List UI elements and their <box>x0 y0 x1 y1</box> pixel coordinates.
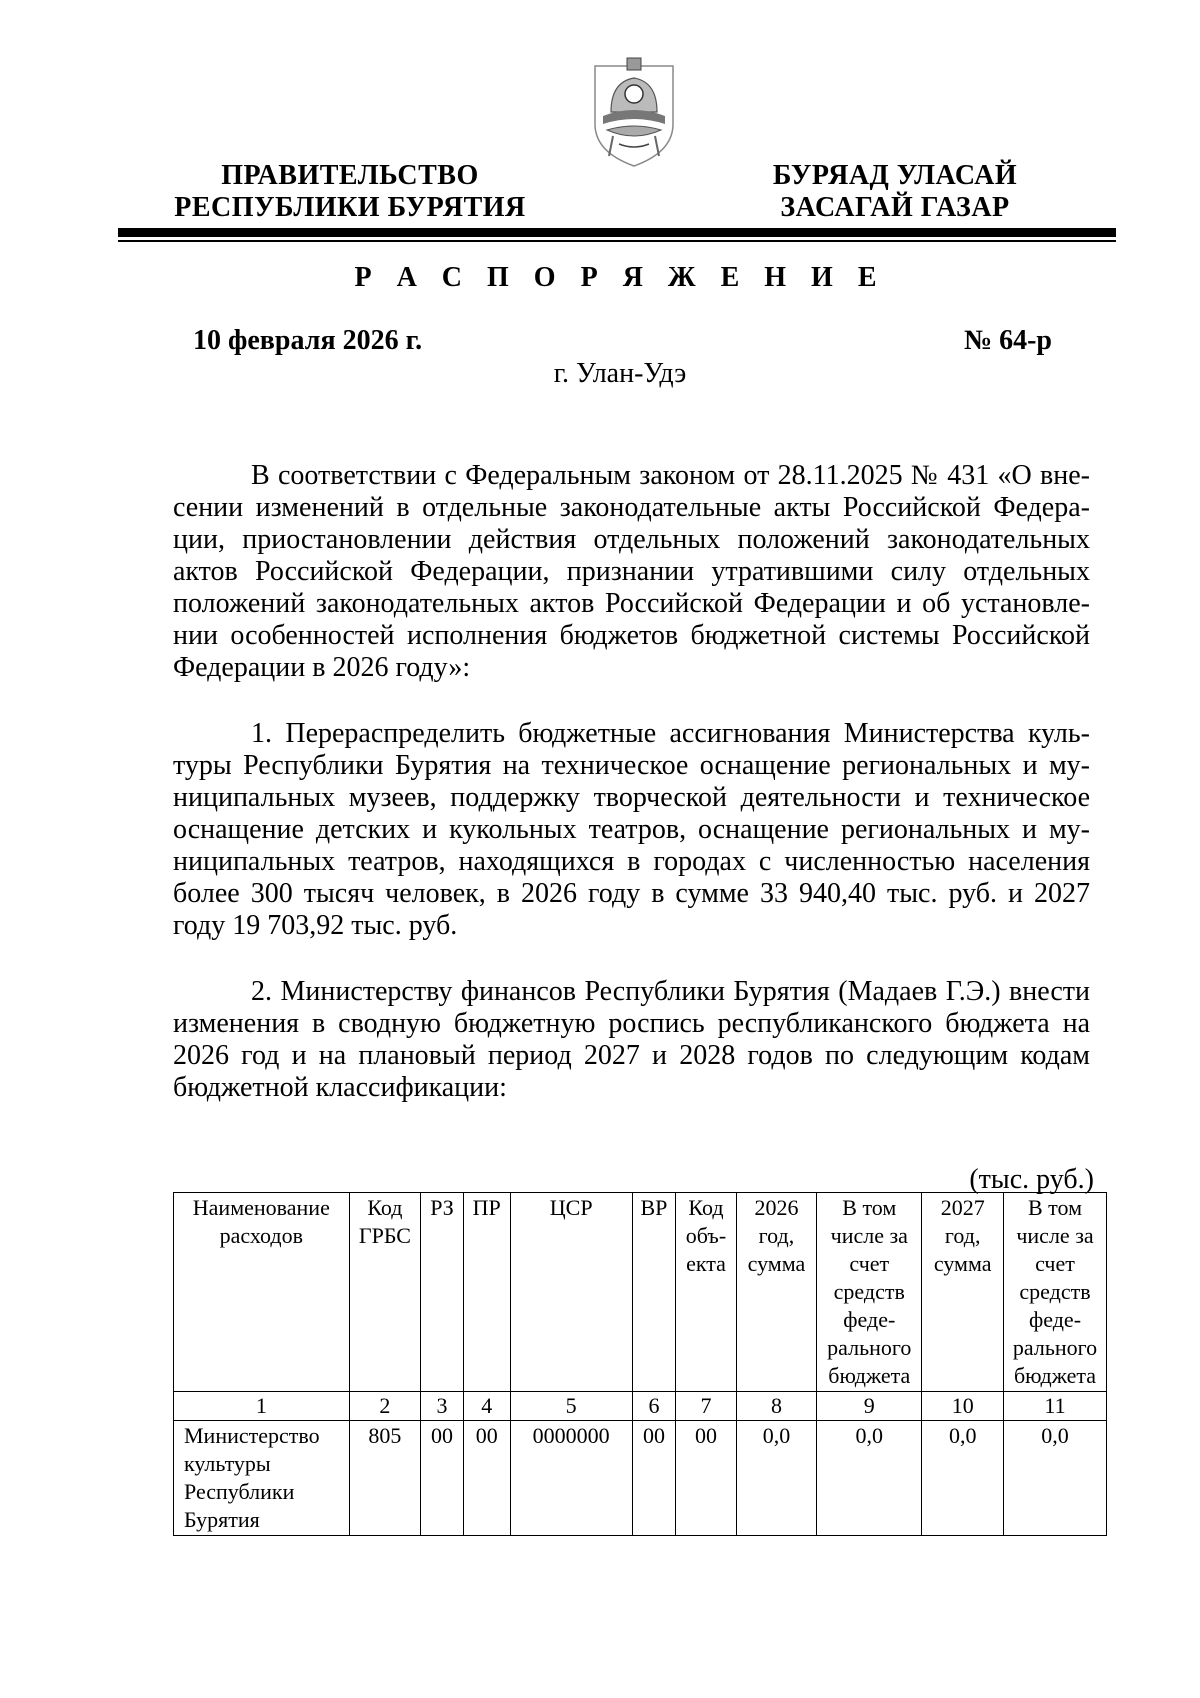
col-header-2027-federal: В том числе за счет средств федерального бюджета <box>1004 1193 1107 1392</box>
header-divider-thin <box>118 240 1116 242</box>
government-name-line1: ПРАВИТЕЛЬСТВО <box>221 160 479 191</box>
row-pr-code: 00 <box>463 1421 510 1536</box>
header-divider-thick <box>118 228 1116 237</box>
row-2027-federal: 0,0 <box>1004 1421 1107 1536</box>
table-row <box>174 1421 1107 1536</box>
col-header-2027-sum: 2027 год, сумма <box>922 1193 1004 1392</box>
document-number: № 64-р <box>963 325 1052 356</box>
document-city: г. Улан-Удэ <box>553 358 687 389</box>
row-2026-federal: 0,0 <box>817 1421 922 1536</box>
row-vr-code: 00 <box>632 1421 676 1536</box>
row-grbs-code: 805 <box>349 1421 421 1536</box>
col-header-rz: РЗ <box>421 1193 464 1392</box>
preamble-paragraph: В соответствии с Федеральным законом от 28.11.2025 № 431 «О внесении изменений в отдельные законодательные акты Российской Федерации, приостановлении действия отдельных положений законодательных актов Российской Федерации, признании утратившими силу отдельных положений законодательных актов Российской Федерации и об установлении особенностей исполнения бюджетов бюджетной системы Российской Федерации в 2026 году»: <box>173 460 1090 683</box>
col-header-csr: ЦСР <box>510 1193 632 1392</box>
row-expense-name: Министерство культуры Республики Бурятия <box>174 1421 350 1536</box>
government-name-line2: РЕСПУБЛИКИ БУРЯТИЯ <box>174 192 526 223</box>
government-name-buryat <box>730 160 1060 224</box>
column-number: 3 <box>421 1392 464 1421</box>
col-header-vr: ВР <box>632 1193 676 1392</box>
row-2027-sum: 0,0 <box>922 1421 1004 1536</box>
budget-classification-table <box>173 1192 1107 1536</box>
col-header-object-code: Код объекта <box>676 1193 736 1392</box>
column-number: 8 <box>736 1392 817 1421</box>
col-header-2026-sum: 2026 год, сумма <box>736 1193 817 1392</box>
table-unit-label: (тыс. руб.) <box>969 1164 1094 1195</box>
column-number: 5 <box>510 1392 632 1421</box>
row-object-code: 00 <box>676 1421 736 1536</box>
column-number: 10 <box>922 1392 1004 1421</box>
column-number: 2 <box>349 1392 421 1421</box>
col-header-2026-federal: В том числе за счет средств федерального бюджета <box>817 1193 922 1392</box>
row-csr-code: 0000000 <box>510 1421 632 1536</box>
item-2-paragraph: 2. Министерству финансов Республики Бурятия (Мадаев Г.Э.) внести изменения в сводную бюджетную роспись республиканского бюджета на 2026 год и на плановый период 2027 и 2028 годов по следующим кодам бюджетной классификации: <box>173 976 1090 1103</box>
column-number: 6 <box>632 1392 676 1421</box>
government-name-russian <box>160 160 540 224</box>
column-number: 4 <box>463 1392 510 1421</box>
column-number: 1 <box>174 1392 350 1421</box>
column-number: 11 <box>1004 1392 1107 1421</box>
col-header-pr: ПР <box>463 1193 510 1392</box>
column-numbers-row <box>174 1392 1107 1421</box>
row-2026-sum: 0,0 <box>736 1421 817 1536</box>
column-number: 7 <box>676 1392 736 1421</box>
column-number: 9 <box>817 1392 922 1421</box>
government-name-buryat-line1: БУРЯАД УЛАСАЙ <box>772 160 1018 191</box>
col-header-name: Наименование расходов <box>174 1193 350 1392</box>
table-header-row <box>174 1193 1107 1392</box>
row-rz-code: 00 <box>421 1421 464 1536</box>
item-1-paragraph: 1. Перераспределить бюджетные ассигнования Министерства культуры Республики Бурятия на техническое оснащение региональных и муниципальных музеев, поддержку творческой деятельности и техническое оснащение детских и кукольных театров, оснащение региональных и муниципальных театров, находящихся в городах с численностью населения более 300 тысяч человек, в 2026 году в сумме 33 940,40 тыс. руб. и 2027 году 19 703,92 тыс. руб. <box>173 718 1090 941</box>
document-type-title: Р А С П О Р Я Ж Е Н И Е <box>354 262 886 293</box>
government-name-buryat-line2: ЗАСАГАЙ ГАЗАР <box>780 192 1010 223</box>
col-header-grbs: Код ГРБС <box>349 1193 421 1392</box>
coat-of-arms-emblem <box>589 52 679 170</box>
document-date: 10 февраля 2026 г. <box>193 325 423 356</box>
